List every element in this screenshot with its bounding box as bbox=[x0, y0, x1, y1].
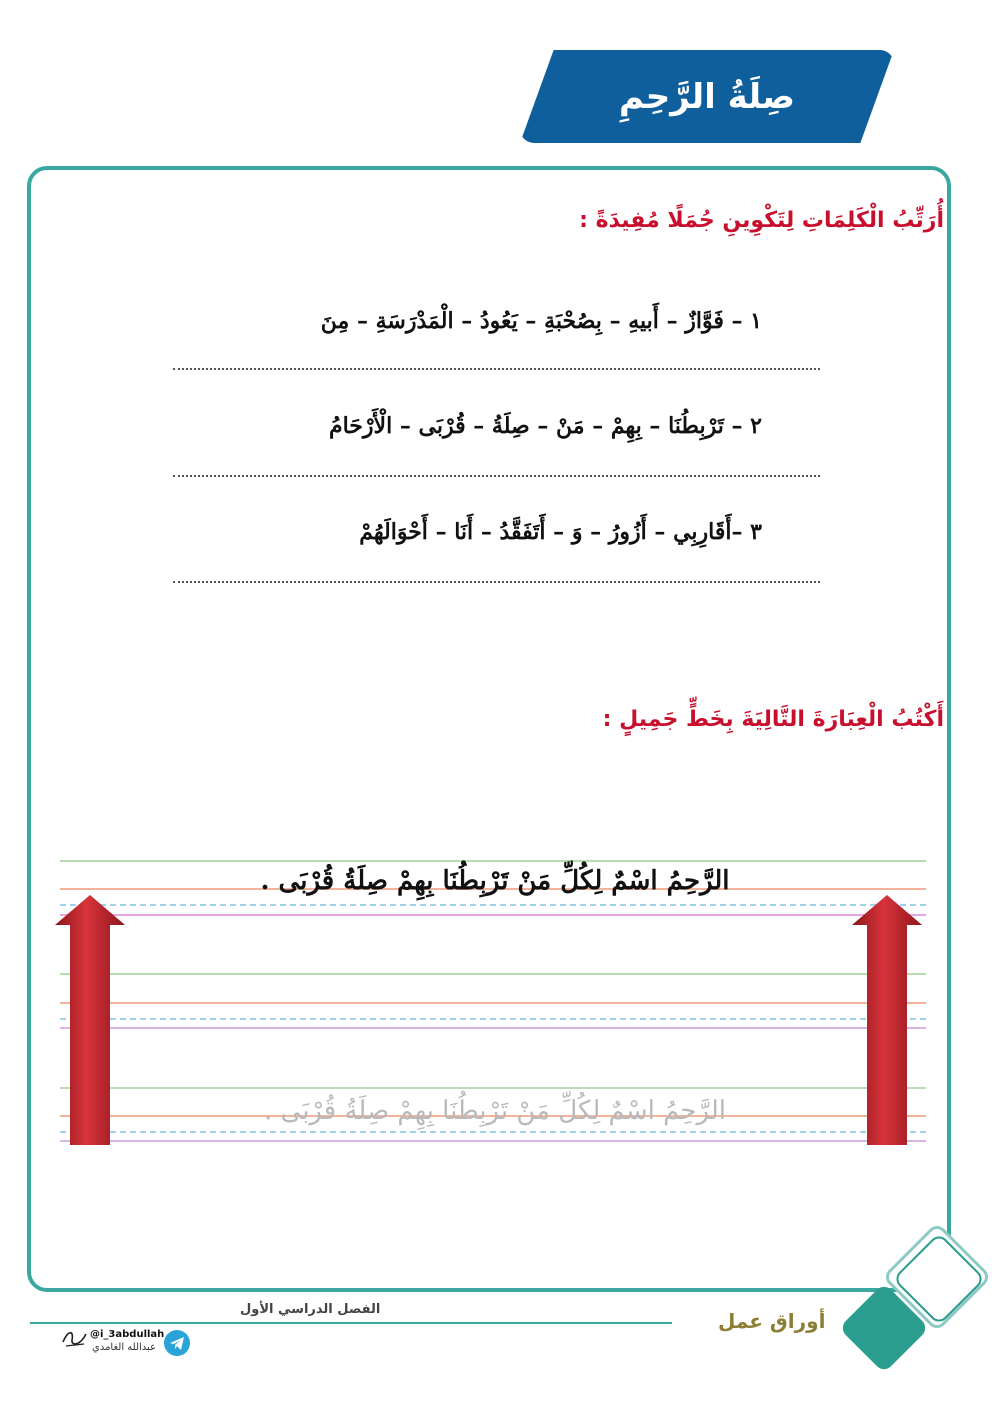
exercise1-line-1: ١ – فَوَّازٌ – أَبيهِ – بِصُحْبَةِ – يَعُودُ – الْمَدْرَسَةِ – مِنَ bbox=[320, 308, 762, 334]
page-title: صِلَةُ الرَّحِمِ bbox=[619, 76, 795, 117]
guide-line bbox=[60, 1140, 926, 1142]
guide-line[interactable] bbox=[60, 1027, 926, 1029]
guide-line[interactable] bbox=[60, 1002, 926, 1004]
author-name: عبدالله الغامدي bbox=[92, 1342, 157, 1353]
telegram-icon[interactable] bbox=[164, 1330, 190, 1356]
trace-sentence: الرَّحِمُ اسْمٌ لِكُلِّ مَنْ تَرْبِطُنَا بِهِمْ صِلَةُ قُرْبَى . bbox=[264, 1096, 726, 1126]
guide-line bbox=[60, 860, 926, 862]
guide-line bbox=[60, 904, 926, 906]
answer-line-1[interactable] bbox=[173, 368, 820, 370]
answer-line-3[interactable] bbox=[173, 581, 820, 583]
footer-divider bbox=[30, 1322, 672, 1324]
guide-line bbox=[60, 1087, 926, 1089]
guide-line bbox=[60, 1131, 926, 1133]
guide-line bbox=[60, 914, 926, 916]
answer-line-2[interactable] bbox=[173, 475, 820, 477]
author-handle[interactable]: @i_3abdullah bbox=[90, 1329, 165, 1340]
semester-label: الفصل الدراسي الأول bbox=[240, 1302, 381, 1317]
worksheets-label: أوراق عمل bbox=[718, 1309, 826, 1333]
exercise1-line-2: ٢ – تَرْبِطُنَا – بِهِمْ – مَنْ – صِلَةُ – قُرْبَى – الْأَرْحَامُ bbox=[328, 413, 762, 439]
guide-line[interactable] bbox=[60, 1018, 926, 1020]
exercise2-heading: أَكْتُبُ الْعِبَارَةَ التَّالِيَةَ بِخَطٍّ جَمِيلٍ : bbox=[602, 707, 944, 732]
right-arrow-up-icon bbox=[852, 895, 922, 1145]
signature-logo-icon bbox=[60, 1326, 90, 1350]
guide-line[interactable] bbox=[60, 973, 926, 975]
model-sentence: الرَّحِمُ اسْمٌ لِكُلِّ مَنْ تَرْبِطُنَا بِهِمْ صِلَةُ قُرْبَى . bbox=[260, 866, 730, 896]
exercise1-line-3: ٣ –أَقَارِبِي – أَزُورُ – وَ – أَتَفَقَّدُ – أَنَا – أَحْوَالَهُمْ bbox=[359, 519, 762, 545]
left-arrow-up-icon bbox=[55, 895, 125, 1145]
exercise1-heading: أُرَتِّبُ الْكَلِمَاتِ لِتَكْوِينِ جُمَلًا مُفِيدَةً : bbox=[579, 208, 944, 233]
